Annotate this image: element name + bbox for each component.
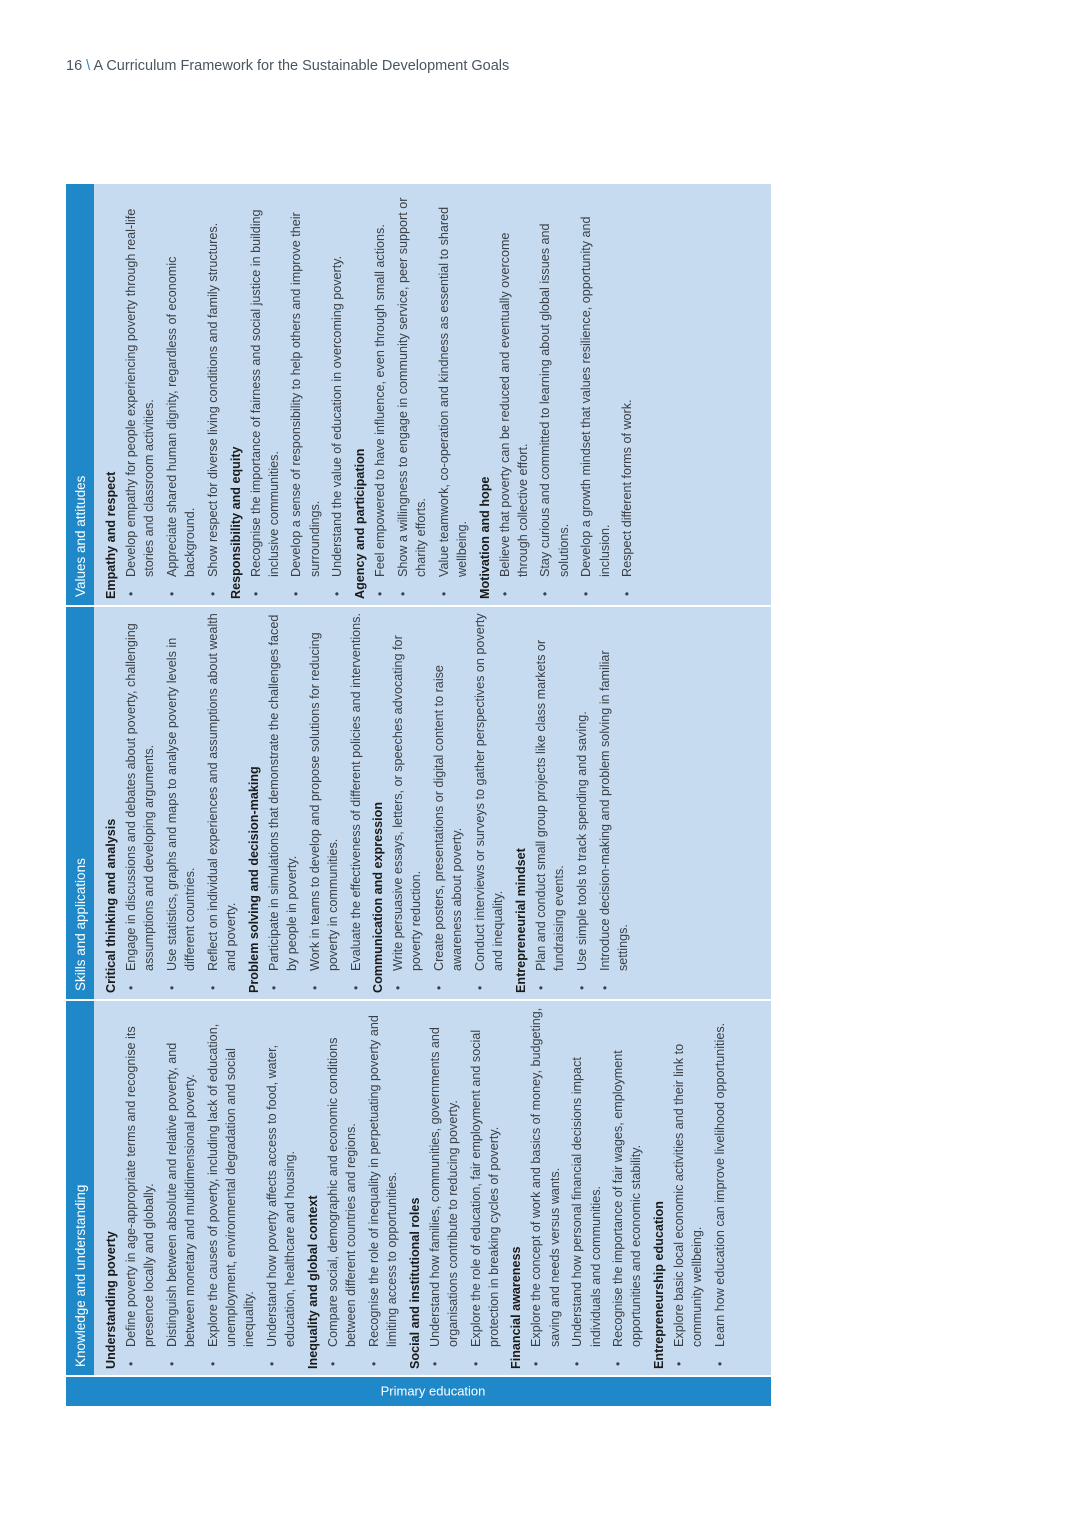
bullet-list [496,190,637,599]
list-item: • Explore the role of education, fair employment and social protection in breaking cycles of poverty. [467,1007,503,1369]
list-item: • Use statistics, graphs and maps to analyse poverty levels in different countries. [163,613,199,993]
list-item: • Show a willingness to engage in community service, peer support or charity efforts. [394,190,430,599]
column-heading-skills: Skills and applications [66,607,94,1001]
list-item: • Introduce decision-making and problem solving in familiar settings. [596,613,632,993]
column-heading-values: Values and attitudes [66,184,94,607]
list-item: • Conduct interviews or surveys to gather perspectives on poverty and inequality. [471,613,507,993]
list-item: • Understand how poverty affects access to food, water, education, healthcare and housing. [263,1007,299,1369]
list-item: • Distinguish between absolute and relative poverty, and between monetary and multidimensional poverty. [163,1007,199,1369]
list-item: • Explore the concept of work and basics of money, budgeting, saving and needs versus wants. [527,1007,563,1369]
list-item: • Compare social, demographic and economic conditions between different countries and regions. [324,1007,360,1369]
section-heading: Entrepreneurial mindset [513,848,528,993]
section-heading: Financial awareness [509,1246,524,1369]
header-separator: \ [86,58,91,74]
list-item: • Develop a growth mindset that values resilience, opportunity and inclusion. [577,190,613,599]
list-item: • Learn how education can improve livelihood opportunities. [711,1007,729,1369]
document-title: A Curriculum Framework for the Sustainable Development Goals [93,58,510,74]
bullet-list [324,1007,401,1369]
section-heading: Problem solving and decision-making [246,766,261,993]
column-heading-knowledge: Knowledge and understanding [66,1001,94,1377]
section-heading: Agency and participation [353,448,368,599]
list-item: • Value teamwork, co-operation and kindness as essential to shared wellbeing. [435,190,471,599]
list-item: • Respect different forms of work. [618,190,636,599]
list-item: • Feel empowered to have influence, even through small actions. [371,190,389,599]
bullet-list [122,1007,299,1369]
list-item: • Understand how families, communities, governments and organisations contribute to reducing poverty. [426,1007,462,1369]
list-item: • Stay curious and committed to learning about global issues and solutions. [536,190,572,599]
bullet-list [426,1007,503,1369]
list-item: • Understand the value of education in overcoming poverty. [328,190,346,599]
list-item: • Work in teams to develop and propose solutions for reducing poverty in communities. [306,613,342,993]
list-item: • Evaluate the effectiveness of different policies and interventions. [347,613,365,993]
section-heading: Inequality and global context [305,1195,320,1369]
row-label-band [94,1377,771,1406]
section-heading: Understanding poverty [104,1231,118,1369]
list-item: • Recognise the importance of fairness and social justice in building inclusive communities. [247,190,283,599]
bullet-list [371,190,471,599]
list-item: • Recognise the role of inequality in perpetuating poverty and limiting access to opportunities. [365,1007,401,1369]
list-item: • Explore basic local economic activities and their link to community wellbeing. [670,1007,706,1369]
page-number: 16 [66,58,83,74]
list-item: • Show respect for diverse living conditions and family structures. [204,190,222,599]
list-item: • Use simple tools to track spending and saving. [573,613,591,993]
bullet-list [122,190,222,599]
list-item: • Engage in discussions and debates about poverty, challenging assumptions and developing arguments. [122,613,158,993]
section-heading: Critical thinking and analysis [104,818,118,993]
section-heading: Responsibility and equity [228,446,243,599]
bullet-list [389,613,507,993]
section-heading: Empathy and respect [104,471,118,599]
table-header-row [66,184,94,1406]
list-item: • Define poverty in age-appropriate terms and recognise its presence locally and globally. [122,1007,158,1369]
table-corner [66,1377,94,1406]
list-item: • Participate in simulations that demonstrate the challenges faced by people in poverty. [265,613,301,993]
list-item: • Explore the causes of poverty, including lack of education, unemployment, environmental degradation and social inequality. [204,1007,259,1369]
row-label: Primary education [380,1384,485,1399]
list-item: • Recognise the importance of fair wages, employment opportunities and economic stability. [609,1007,645,1369]
list-item: • Develop a sense of responsibility to help others and improve their surroundings. [287,190,323,599]
bullet-list [265,613,365,993]
table-body-row [94,184,771,1406]
list-item: • Understand how personal financial decisions impact individuals and communities. [568,1007,604,1369]
running-header [66,58,509,74]
bullet-list [247,190,347,599]
list-item: • Develop empathy for people experiencing poverty through real-life stories and classroom activities. [122,190,158,599]
bullet-list [527,1007,645,1369]
section-heading: Motivation and hope [477,476,492,599]
curriculum-table [66,184,771,1406]
section-heading: Social and institutional roles [407,1197,422,1369]
column-skills [94,607,771,1001]
list-item: • Write persuasive essays, letters, or speeches advocating for poverty reduction. [389,613,425,993]
list-item: • Believe that poverty can be reduced and eventually overcome through collective effort. [496,190,532,599]
list-item: • Appreciate shared human dignity, regardless of economic background. [163,190,199,599]
list-item: • Create posters, presentations or digital content to raise awareness about poverty. [430,613,466,993]
bullet-list [532,613,632,993]
list-item: • Reflect on individual experiences and assumptions about wealth and poverty. [204,613,240,993]
column-values [94,184,771,607]
bullet-list [122,613,240,993]
list-item: • Plan and conduct small group projects like class markets or fundraising events. [532,613,568,993]
section-heading: Communication and expression [371,801,386,993]
column-knowledge [94,1001,771,1377]
bullet-list [670,1007,729,1369]
section-heading: Entrepreneurship education [652,1201,667,1369]
